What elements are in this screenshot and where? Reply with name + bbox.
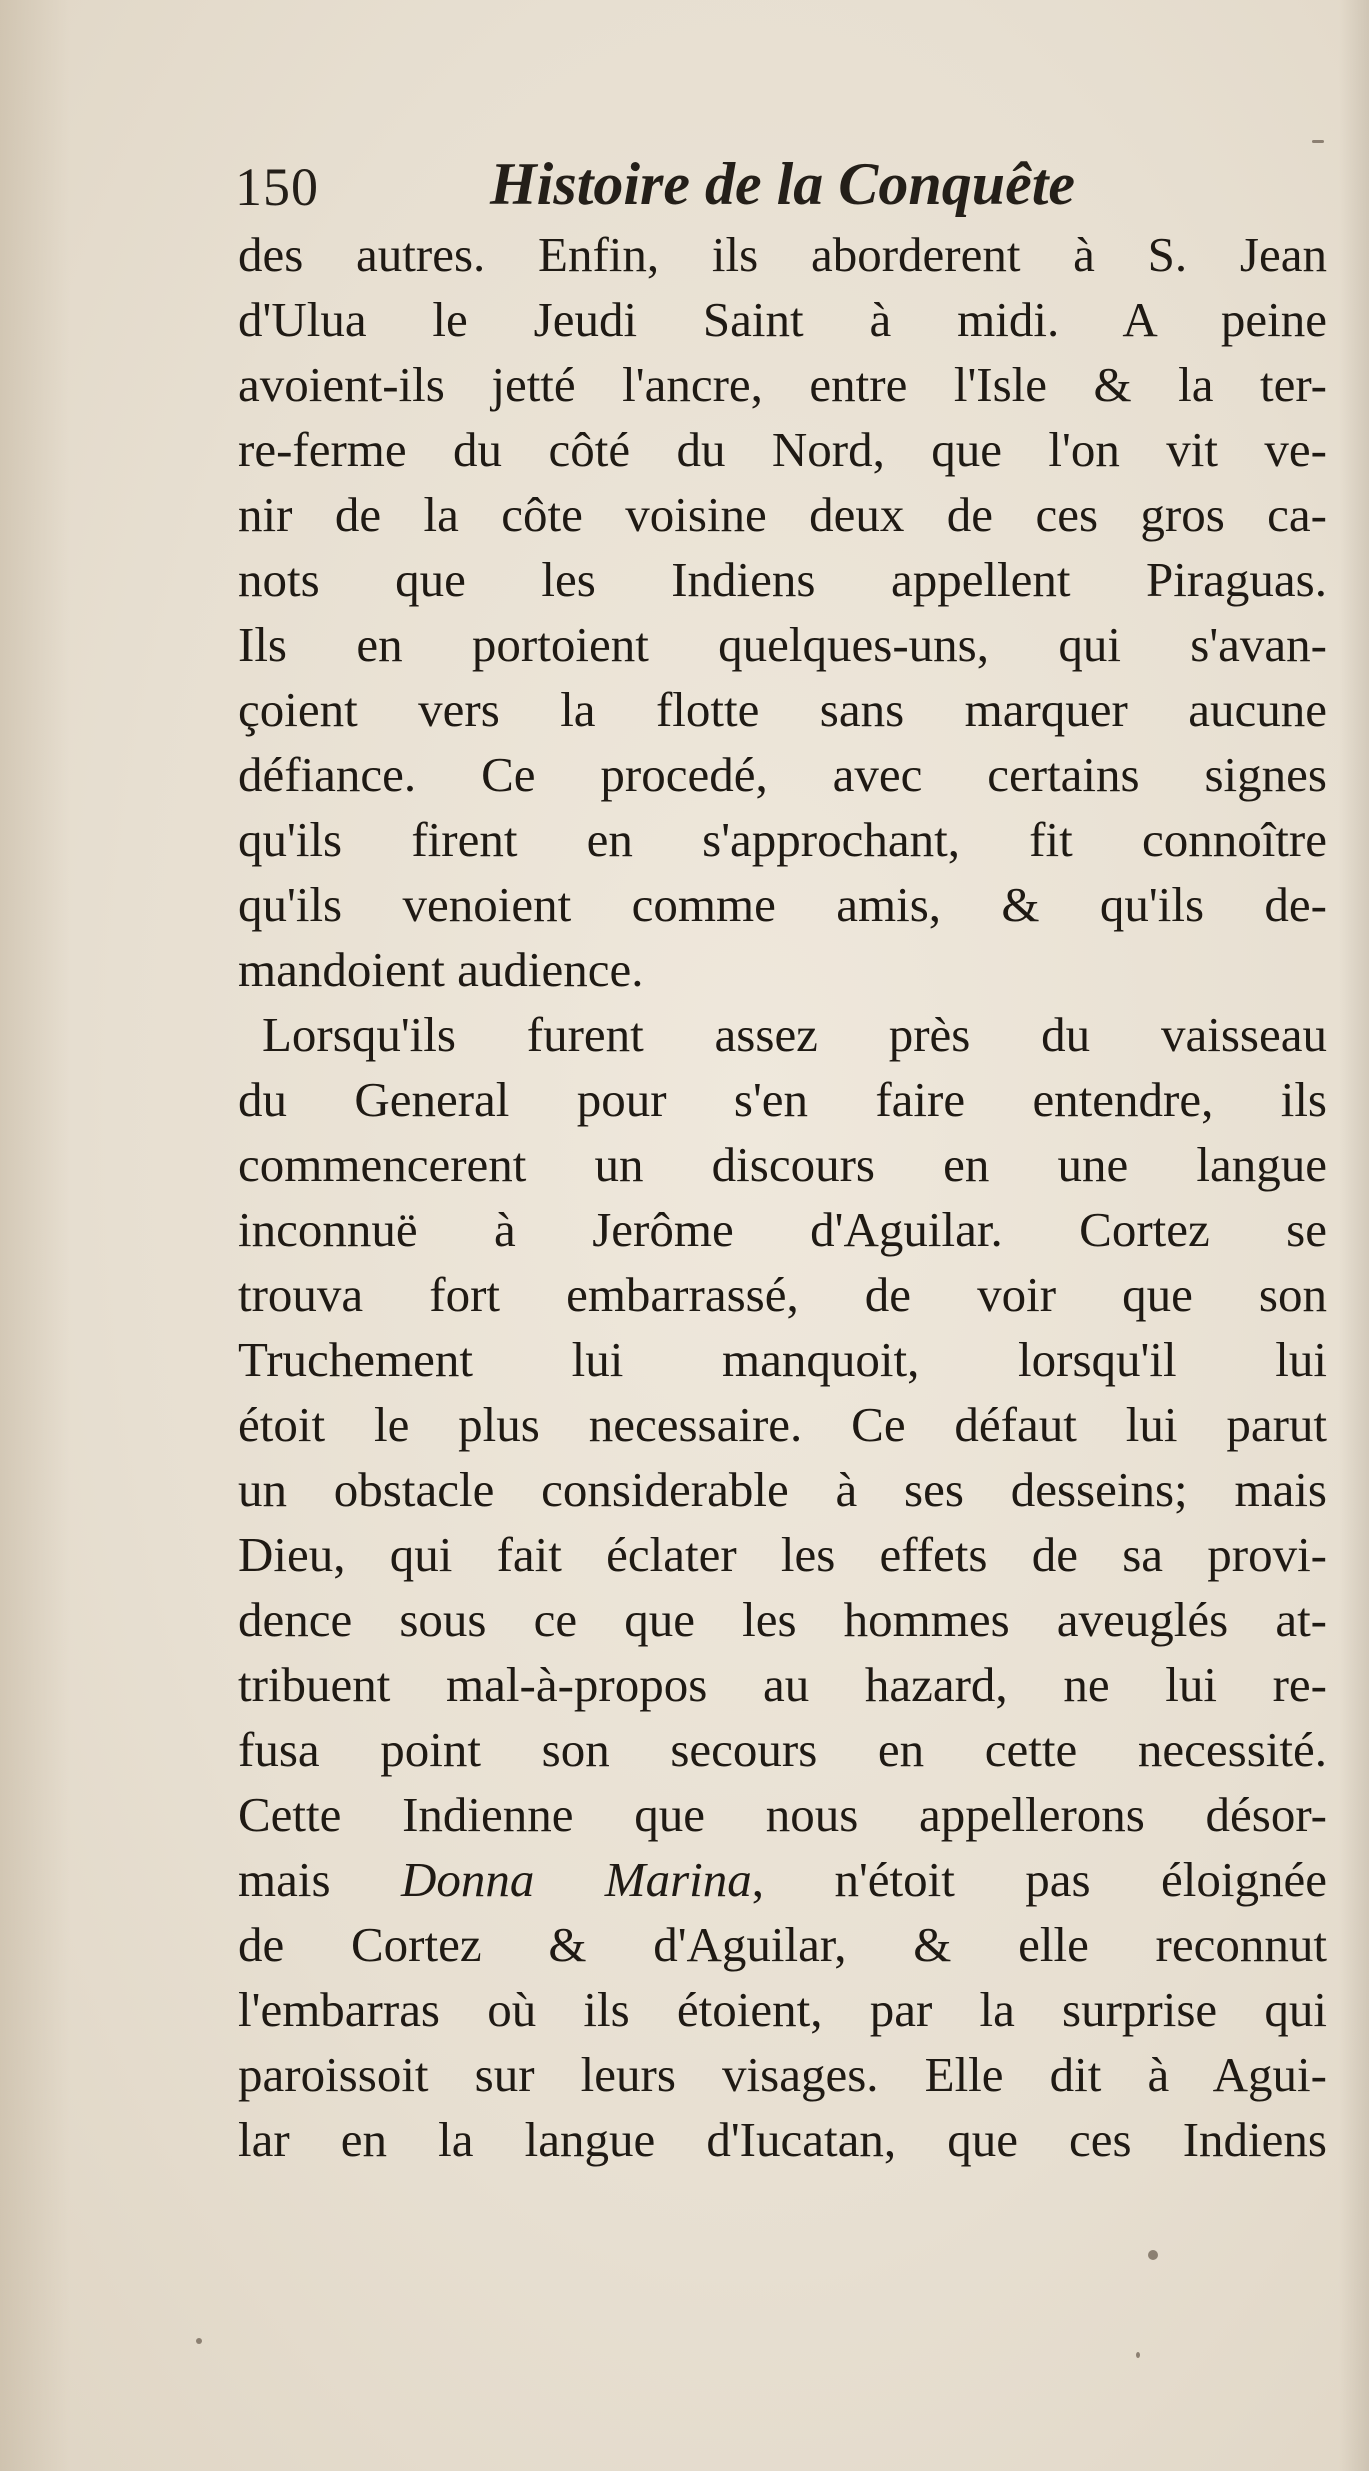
text-line: l'embarras où ils étoient, par la surprise qui: [238, 1982, 1327, 2037]
running-head-title: Histoire de la Conquête: [490, 151, 1075, 217]
text-line: Lorsqu'ils furent assez près du vaisseau: [262, 1007, 1327, 1062]
italic-name: Donna Marina: [400, 1852, 752, 1907]
text-line: de Cortez & d'Aguilar, & elle reconnut: [238, 1917, 1327, 1972]
text-line: dence sous ce que les hommes aveuglés at-: [238, 1592, 1327, 1647]
text-line: paroissoit sur leurs visages. Elle dit à Agui-: [238, 2047, 1327, 2102]
text-line: çoient vers la flotte sans marquer aucune: [238, 682, 1327, 737]
text-line: lar en la langue d'Iucatan, que ces Indiens: [238, 2112, 1327, 2167]
page-edge-shadow: [1339, 0, 1369, 2471]
text-line: d'Ulua le Jeudi Saint à midi. A peine: [238, 292, 1327, 347]
text-line: inconnuë à Jerôme d'Aguilar. Cortez se: [238, 1202, 1327, 1257]
text-line: nir de la côte voisine deux de ces gros ca-: [238, 487, 1327, 542]
text-line: des autres. Enfin, ils aborderent à S. Jean: [238, 227, 1327, 282]
text-line: un obstacle considerable à ses desseins; mais: [238, 1462, 1327, 1517]
text-segment: , n'étoit pas éloignée: [751, 1852, 1327, 1907]
spine-shadow: [0, 0, 70, 2471]
text-line: qu'ils firent en s'approchant, fit connoître: [238, 812, 1327, 867]
text-line: du General pour s'en faire entendre, ils: [238, 1072, 1327, 1127]
running-head: [235, 150, 1355, 230]
text-line: re-ferme du côté du Nord, que l'on vit ve-: [238, 422, 1327, 477]
text-line: [232, 1847, 1327, 1912]
text-line: Truchement lui manquoit, lorsqu'il lui: [238, 1332, 1327, 1387]
paper-speck: [1312, 140, 1324, 143]
text-line: trouva fort embarrassé, de voir que son: [238, 1267, 1327, 1322]
text-line: qu'ils venoient comme amis, & qu'ils de-: [238, 877, 1327, 932]
text-line: défiance. Ce procedé, avec certains signes: [238, 747, 1327, 802]
paper-speck: [1148, 2250, 1158, 2260]
text-line: fusa point son secours en cette necessité.: [238, 1722, 1327, 1777]
text-line: étoit le plus necessaire. Ce défaut lui parut: [238, 1397, 1327, 1452]
text-line: nots que les Indiens appellent Piraguas.: [238, 552, 1327, 607]
text-line: tribuent mal-à-propos au hazard, ne lui re-: [238, 1657, 1327, 1712]
paper-speck: [1136, 2352, 1140, 2358]
text-line: Cette Indienne que nous appellerons désor-: [238, 1787, 1327, 1842]
text-segment: mais: [238, 1852, 401, 1907]
text-line: mandoient audience.: [238, 942, 644, 997]
text-line: commencerent un discours en une langue: [238, 1137, 1327, 1192]
page-number: 150: [235, 157, 319, 217]
text-line: Dieu, qui fait éclater les effets de sa provi-: [238, 1527, 1327, 1582]
text-line: avoient-ils jetté l'ancre, entre l'Isle & la ter-: [238, 357, 1327, 412]
paper-speck: [196, 2338, 202, 2344]
body-text: [232, 222, 1327, 2172]
text-line: Ils en portoient quelques-uns, qui s'avan-: [238, 617, 1327, 672]
